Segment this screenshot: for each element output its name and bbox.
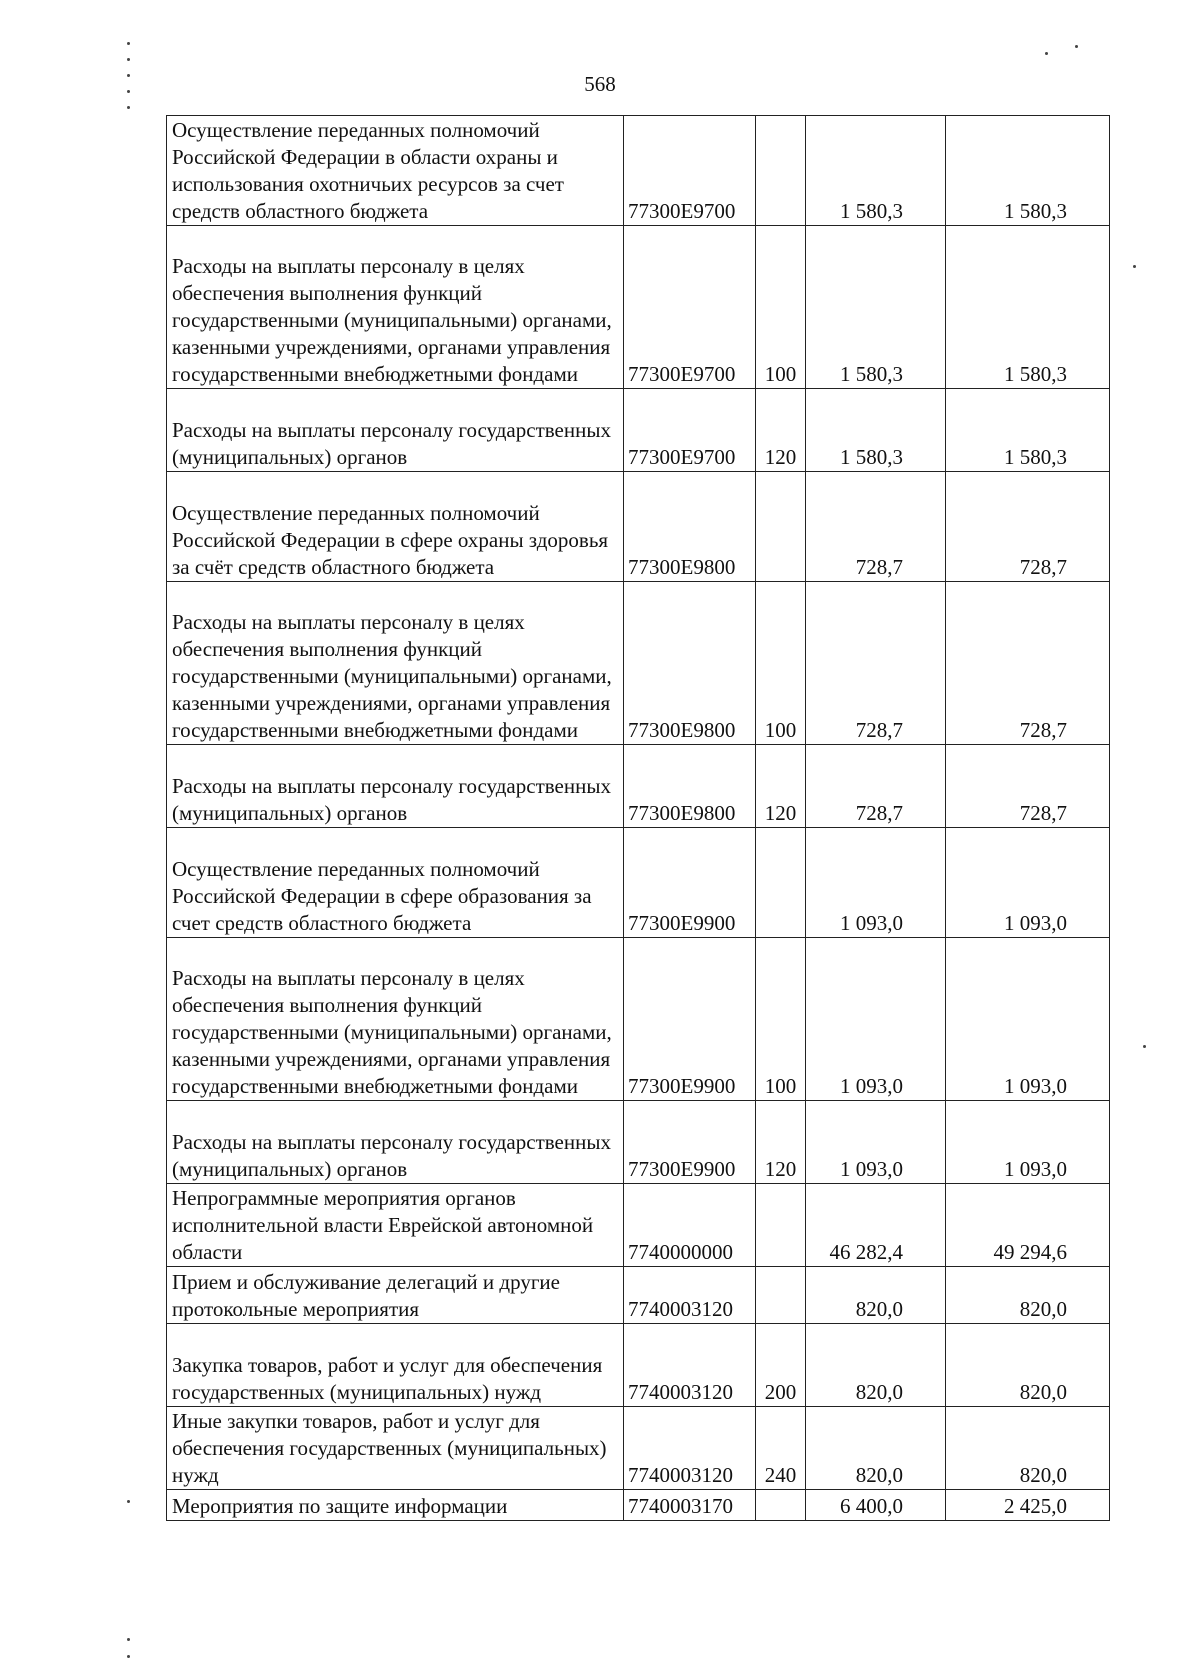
expense-type-code	[756, 472, 806, 582]
table-row	[167, 1184, 1110, 1267]
amount-year-1: 1 093,0	[806, 828, 946, 938]
table-row	[167, 116, 1110, 226]
target-article-code: 7740003170	[624, 1490, 756, 1521]
amount-year-2: 2 425,0	[946, 1490, 1110, 1521]
scan-speck	[1133, 265, 1136, 268]
amount-year-2: 728,7	[946, 472, 1110, 582]
amount-year-1: 820,0	[806, 1324, 946, 1407]
expense-name: Расходы на выплаты персоналу в целях обеспечения выполнения функций государственными (муниципальными) органами, казенными учреждениями, органами управления государственными внебюджетными фондами	[167, 226, 624, 389]
expense-name: Расходы на выплаты персоналу в целях обеспечения выполнения функций государственными (муниципальными) органами, казенными учреждениями, органами управления государственными внебюджетными фондами	[167, 938, 624, 1101]
scan-speck	[127, 106, 130, 109]
table-row	[167, 226, 1110, 389]
amount-year-1: 728,7	[806, 472, 946, 582]
amount-year-1: 1 580,3	[806, 116, 946, 226]
expense-name: Прием и обслуживание делегаций и другие протокольные мероприятия	[167, 1267, 624, 1324]
amount-year-2: 1 093,0	[946, 1101, 1110, 1184]
scan-speck	[1075, 45, 1078, 48]
expense-name: Непрограммные мероприятия органов исполнительной власти Еврейской автономной области	[167, 1184, 624, 1267]
expense-name: Иные закупки товаров, работ и услуг для обеспечения государственных (муниципальных) нужд	[167, 1407, 624, 1490]
amount-year-2: 728,7	[946, 582, 1110, 745]
amount-year-2: 1 580,3	[946, 226, 1110, 389]
table-row	[167, 745, 1110, 828]
expense-type-code: 100	[756, 582, 806, 745]
expense-type-code	[756, 116, 806, 226]
amount-year-1: 6 400,0	[806, 1490, 946, 1521]
amount-year-2: 820,0	[946, 1267, 1110, 1324]
expense-type-code	[756, 1490, 806, 1521]
amount-year-2: 728,7	[946, 745, 1110, 828]
table-row	[167, 1324, 1110, 1407]
table-body	[167, 116, 1110, 1521]
amount-year-1: 1 093,0	[806, 1101, 946, 1184]
amount-year-2: 1 580,3	[946, 389, 1110, 472]
amount-year-2: 820,0	[946, 1324, 1110, 1407]
expense-type-code: 200	[756, 1324, 806, 1407]
table-row	[167, 1267, 1110, 1324]
table-row	[167, 828, 1110, 938]
amount-year-1: 1 580,3	[806, 389, 946, 472]
expense-name: Расходы на выплаты персоналу государственных (муниципальных) органов	[167, 745, 624, 828]
amount-year-2: 820,0	[946, 1407, 1110, 1490]
budget-table	[166, 115, 1110, 1521]
scan-speck	[127, 1638, 130, 1641]
table-row	[167, 1101, 1110, 1184]
table-row	[167, 1490, 1110, 1521]
expense-type-code: 120	[756, 745, 806, 828]
scan-speck	[127, 74, 130, 77]
table-row	[167, 582, 1110, 745]
amount-year-1: 820,0	[806, 1407, 946, 1490]
table-row	[167, 472, 1110, 582]
target-article-code: 77300E9800	[624, 745, 756, 828]
amount-year-1: 46 282,4	[806, 1184, 946, 1267]
expense-type-code	[756, 1267, 806, 1324]
amount-year-2: 1 093,0	[946, 938, 1110, 1101]
amount-year-2: 1 093,0	[946, 828, 1110, 938]
scan-speck	[127, 42, 130, 45]
target-article-code: 7740003120	[624, 1407, 756, 1490]
amount-year-2: 1 580,3	[946, 116, 1110, 226]
expense-name: Осуществление переданных полномочий Российской Федерации в сфере образования за счет средств областного бюджета	[167, 828, 624, 938]
expense-type-code: 240	[756, 1407, 806, 1490]
expense-name: Расходы на выплаты персоналу в целях обеспечения выполнения функций государственными (муниципальными) органами, казенными учреждениями, органами управления государственными внебюджетными фондами	[167, 582, 624, 745]
expense-name: Мероприятия по защите информации	[167, 1490, 624, 1521]
scan-speck	[127, 90, 130, 93]
expense-type-code: 100	[756, 938, 806, 1101]
target-article-code: 77300E9800	[624, 472, 756, 582]
expense-type-code: 120	[756, 389, 806, 472]
table-row	[167, 389, 1110, 472]
page-number: 568	[584, 72, 616, 96]
target-article-code: 7740003120	[624, 1324, 756, 1407]
target-article-code: 77300E9700	[624, 116, 756, 226]
amount-year-2: 49 294,6	[946, 1184, 1110, 1267]
target-article-code: 7740003120	[624, 1267, 756, 1324]
target-article-code: 77300E9900	[624, 828, 756, 938]
amount-year-1: 820,0	[806, 1267, 946, 1324]
expense-name: Расходы на выплаты персоналу государственных (муниципальных) органов	[167, 1101, 624, 1184]
scan-speck	[127, 58, 130, 61]
expense-name: Закупка товаров, работ и услуг для обеспечения государственных (муниципальных) нужд	[167, 1324, 624, 1407]
target-article-code: 77300E9700	[624, 226, 756, 389]
scan-speck	[127, 1500, 130, 1503]
target-article-code: 77300E9800	[624, 582, 756, 745]
amount-year-1: 1 580,3	[806, 226, 946, 389]
expense-type-code	[756, 828, 806, 938]
expense-name: Осуществление переданных полномочий Российской Федерации в сфере охраны здоровья за счёт средств областного бюджета	[167, 472, 624, 582]
expense-name: Расходы на выплаты персоналу государственных (муниципальных) органов	[167, 389, 624, 472]
table-row	[167, 1407, 1110, 1490]
amount-year-1: 728,7	[806, 745, 946, 828]
amount-year-1: 1 093,0	[806, 938, 946, 1101]
scan-speck	[127, 1655, 130, 1658]
expense-type-code	[756, 1184, 806, 1267]
scan-speck	[1045, 52, 1048, 55]
table-row	[167, 938, 1110, 1101]
expense-type-code: 100	[756, 226, 806, 389]
target-article-code: 77300E9900	[624, 1101, 756, 1184]
target-article-code: 7740000000	[624, 1184, 756, 1267]
expense-name: Осуществление переданных полномочий Российской Федерации в области охраны и использования охотничьих ресурсов за счет средств областного бюджета	[167, 116, 624, 226]
target-article-code: 77300E9900	[624, 938, 756, 1101]
expense-type-code: 120	[756, 1101, 806, 1184]
scan-speck	[1143, 1045, 1146, 1048]
amount-year-1: 728,7	[806, 582, 946, 745]
target-article-code: 77300E9700	[624, 389, 756, 472]
